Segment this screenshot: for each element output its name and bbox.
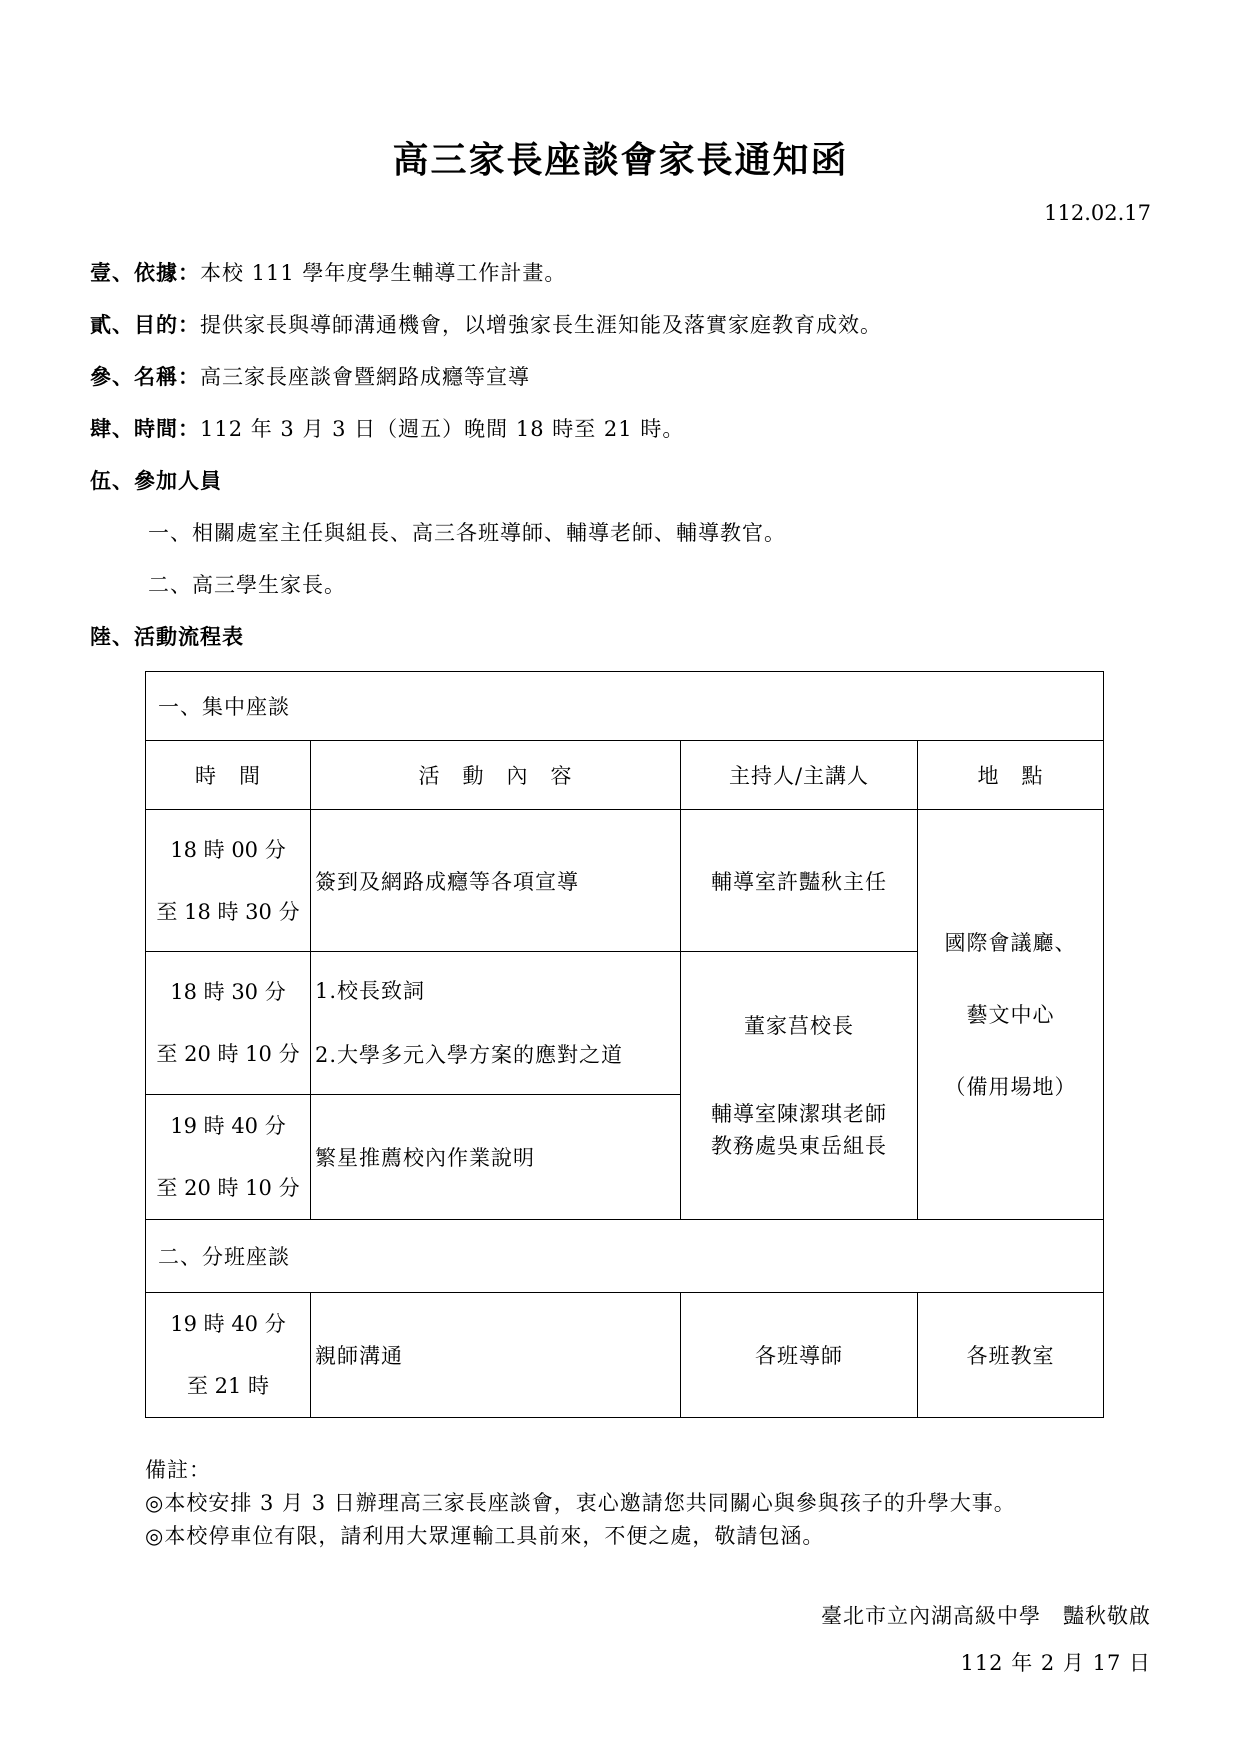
- content-cell: 簽到及網路成癮等各項宣導: [311, 810, 681, 952]
- schedule-table: [145, 671, 1104, 1418]
- signature-date: 112 年 2 月 17 日: [960, 1651, 1151, 1675]
- place-cell: 各班教室: [918, 1293, 1104, 1418]
- section-schedule-label: 陸、活動流程表: [90, 624, 244, 649]
- place-line: 藝文中心: [966, 1002, 1055, 1027]
- section-name-text: 高三家長座談會暨網路成癮等宣導: [200, 365, 530, 389]
- section-participants-label: 伍、參加人員: [90, 468, 222, 493]
- section2-heading: 二、分班座談: [146, 1220, 1104, 1293]
- time-end: 至 21 時: [186, 1374, 270, 1398]
- host-cell-shared: [681, 952, 918, 1220]
- place-cell: [918, 810, 1104, 1220]
- place-line: （備用場地）: [944, 1074, 1077, 1099]
- content-line: 1.校長致詞: [315, 979, 426, 1003]
- section-purpose-text: 提供家長與導師溝通機會，以增強家長生涯知能及落實家庭教育成效。: [200, 313, 882, 337]
- participant-item: 二、高三學生家長。: [148, 573, 346, 597]
- section-participants: [90, 465, 222, 495]
- place-line: 國際會議廳、: [944, 930, 1077, 955]
- time-cell: [146, 1293, 311, 1418]
- section-name-label: 參、名稱：: [90, 364, 200, 389]
- content-cell: 繁星推薦校內作業說明: [311, 1095, 681, 1220]
- section-time-text: 112 年 3 月 3 日（週五）晚間 18 時至 21 時。: [200, 417, 685, 441]
- notes-label: 備註：: [145, 1458, 211, 1482]
- host-line: 教務處吳東岳組長: [711, 1133, 887, 1158]
- time-end: 至 18 時 30 分: [156, 899, 300, 924]
- content-cell: [311, 952, 681, 1095]
- header-time: 時 間: [146, 741, 311, 810]
- time-start: 18 時 30 分: [170, 980, 286, 1004]
- time-start: 19 時 40 分: [170, 1114, 286, 1138]
- time-cell: [146, 952, 311, 1095]
- header-host: 主持人/主講人: [681, 741, 918, 810]
- section-schedule: [90, 621, 244, 651]
- section1-heading: 一、集中座談: [146, 672, 1104, 741]
- section-name: [90, 361, 530, 391]
- note-item: ◎本校停車位有限，請利用大眾運輸工具前來，不便之處，敬請包涵。: [145, 1524, 825, 1548]
- signature-org: 臺北市立內湖高級中學 豔秋敬啟: [821, 1604, 1151, 1628]
- section-basis-text: 本校 111 學年度學生輔導工作計畫。: [200, 261, 567, 285]
- section-basis-label: 壹、依據：: [90, 260, 200, 285]
- content-line: 2.大學多元入學方案的應對之道: [315, 1043, 624, 1067]
- section-time: [90, 413, 684, 443]
- host-line: 輔導室陳潔琪老師: [711, 1101, 887, 1126]
- section-purpose: [90, 309, 882, 339]
- table-row: [146, 810, 1104, 952]
- document-title: 高三家長座談會家長通知函: [392, 139, 849, 181]
- time-end: 至 20 時 10 分: [156, 1042, 300, 1066]
- host-cell: 各班導師: [681, 1293, 918, 1418]
- time-start: 19 時 40 分: [170, 1312, 286, 1336]
- section-time-label: 肆、時間：: [90, 416, 200, 441]
- time-end: 至 20 時 10 分: [156, 1176, 300, 1200]
- host-line: 董家莒校長: [744, 1013, 854, 1038]
- time-start: 18 時 00 分: [170, 837, 286, 862]
- time-cell: [146, 810, 311, 952]
- header-place: 地 點: [918, 741, 1104, 810]
- header-content: 活 動 內 容: [311, 741, 681, 810]
- host-cell: 輔導室許豔秋主任: [681, 810, 918, 952]
- content-cell: 親師溝通: [311, 1293, 681, 1418]
- section-purpose-label: 貳、目的：: [90, 312, 200, 337]
- time-cell: [146, 1095, 311, 1220]
- section-basis: [90, 257, 566, 287]
- note-item: ◎本校安排 3 月 3 日辦理高三家長座談會，衷心邀請您共同關心與參與孩子的升學大事。: [145, 1491, 1016, 1515]
- participant-item: 一、相關處室主任與組長、高三各班導師、輔導老師、輔導教官。: [148, 521, 786, 545]
- table-row: [146, 1293, 1104, 1418]
- document-date: 112.02.17: [1044, 201, 1151, 225]
